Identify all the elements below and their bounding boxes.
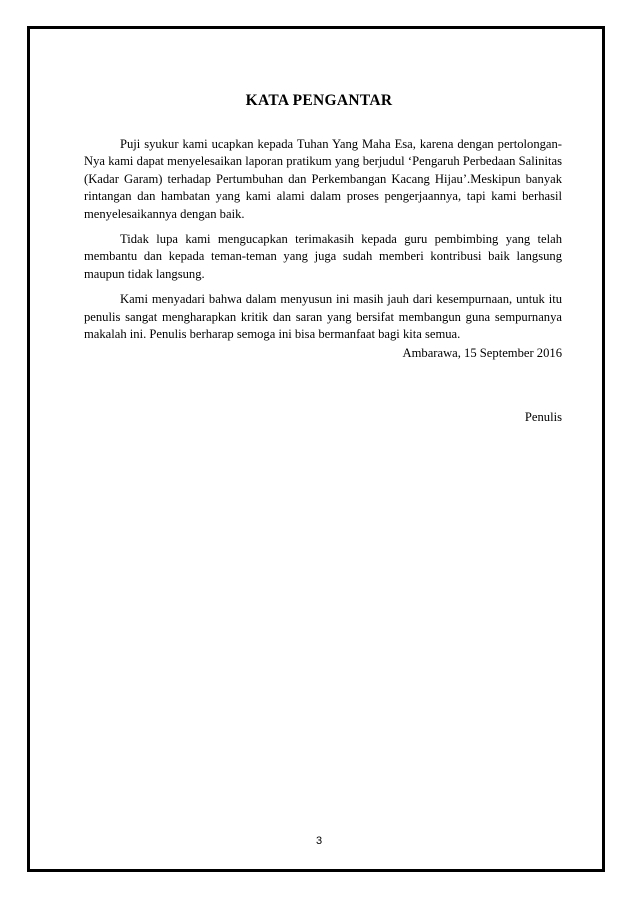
paragraph-1: Puji syukur kami ucapkan kepada Tuhan Yang Maha Esa, karena dengan pertolongan-Nya kami dapat menyelesaikan laporan pratikum yang berjudul ‘Pengaruh Perbedaan Salinitas (Kadar Garam) terhadap Pertumbuhan dan Perkembangan Kacang Hijau’.Meskipun banyak rintangan dan hambatan yang kami alami dalam proses pengerjaannya, tapi kami berhasil menyelesaikannya dengan baik. (84, 137, 562, 221)
document-body (84, 136, 562, 351)
page-number: 3 (315, 835, 323, 847)
paragraph-3: Kami menyadari bahwa dalam menyusun ini masih jauh dari kesempurnaan, untuk itu penulis sangat mengharapkan kritik dan saran yang bersifat membangun guna sempurnanya makalah ini. Penulis berharap semoga ini bisa bermanfaat bagi kita semua. (84, 292, 562, 342)
place-date: Ambarawa, 15 September 2016 (402, 346, 562, 360)
author-signature: Penulis (524, 410, 562, 424)
document-title: KATA PENGANTAR (245, 92, 393, 109)
paragraph-2: Tidak lupa kami mengucapkan terimakasih kepada guru pembimbing yang telah membantu dan kepada teman-teman yang juga sudah memberi kontribusi baik langsung maupun tidak langsung. (84, 232, 562, 281)
